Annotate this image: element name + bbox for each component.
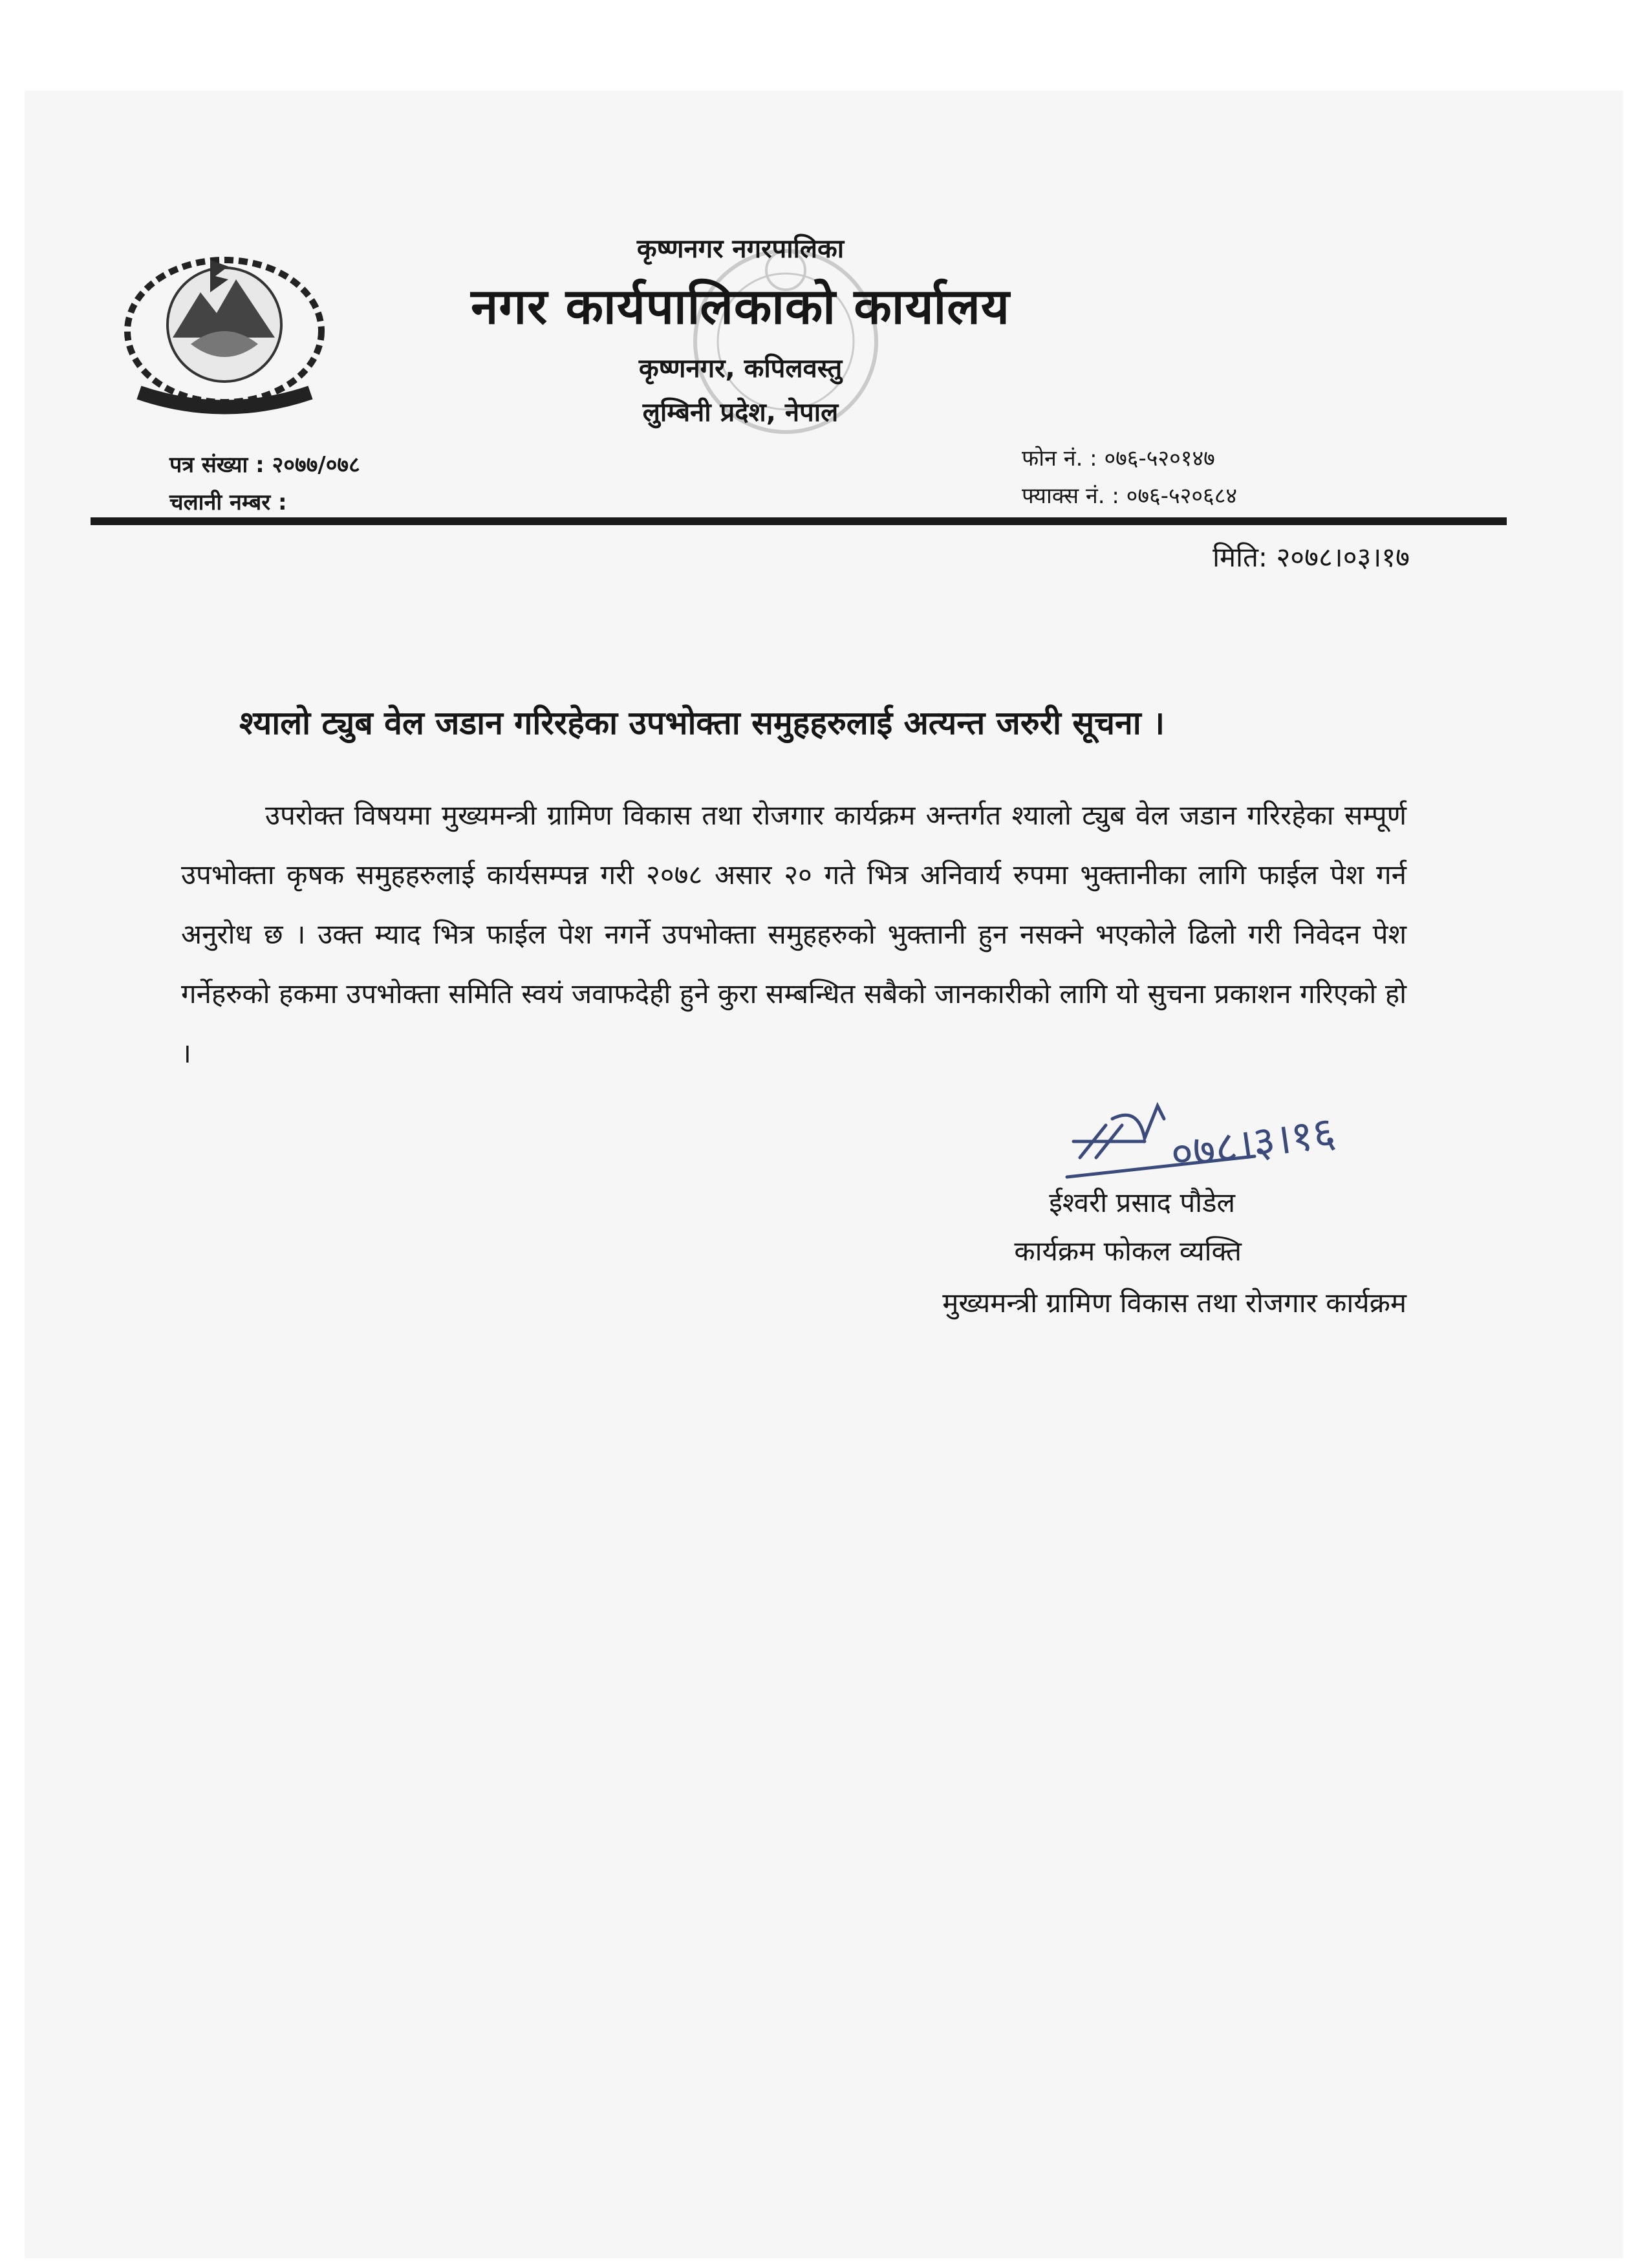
contact-block [1022,440,1237,515]
reference-block [169,446,360,521]
nepal-emblem-icon [113,241,336,415]
signatory-title: कार्यक्रम फोकल व्यक्ति [1014,1235,1242,1267]
handwritten-date: ०७८।३।१६ [1167,1107,1339,1180]
notice-body-text: उपरोक्त विषयमा मुख्यमन्त्री ग्रामिण विकास तथा रोजगार कार्यक्रम अन्तर्गत श्यालो ट्युब वेल जडान गरिरहेका सम्पूर्ण उपभोक्ता कृषक समुहहरुलाई कार्यसम्पन्न गरी २०७८ असार २० गते भित्र अनिवार्य रुपमा भुक्तानीका लागि फाईल पेश गर्न अनुरोध छ । उक्त म्याद भित्र फाईल पेश नगर्ने उपभोक्ता समुहहरुको भुक्तानी हुन नसक्ने भएकोले ढिलो गरी निवेदन पेश गर्नेहरुको हकमा उपभोक्ता समिति स्वयं जवाफदेही हुने कुरा सम्बन्धित सबैको जानकारीको लागि यो सुचना प्रकाशन गरिएको हो । [181,799,1406,1069]
office-title: नगर कार्यपालिकाको कार्यालय [471,277,1010,335]
signatory-program: मुख्यमन्त्री ग्रामिण विकास तथा रोजगार कार्यक्रम [942,1287,1406,1319]
district-line: कृष्णनगर, कपिलवस्तु [638,354,843,383]
dispatch-number: चलानी नम्बर : [169,490,287,515]
municipality-name: कृष्णनगर नगरपालिका [636,234,845,264]
signatory-name: ईश्वरी प्रसाद पौडेल [1049,1187,1235,1218]
header-divider [91,517,1507,525]
fax-number: फ्याक्स नं. : ०७६-५२०६८४ [1022,483,1238,509]
notice-body [181,786,1406,1083]
letter-date: मिति: २०७८।०३।१७ [1212,541,1410,573]
phone-number: फोन नं. : ०७६-५२०१४७ [1022,446,1215,471]
province-line: लुम्बिनी प्रदेश, नेपाल [642,398,839,427]
notice-subject: श्यालो ट्युब वेल जडान गरिरहेका उपभोक्ता समुहहरुलाई अत्यन्त जरुरी सूचना । [239,704,1165,742]
handwritten-signature-icon [1061,1080,1423,1196]
letter-number: पत्र संख्या : २०७७/०७८ [169,452,360,478]
